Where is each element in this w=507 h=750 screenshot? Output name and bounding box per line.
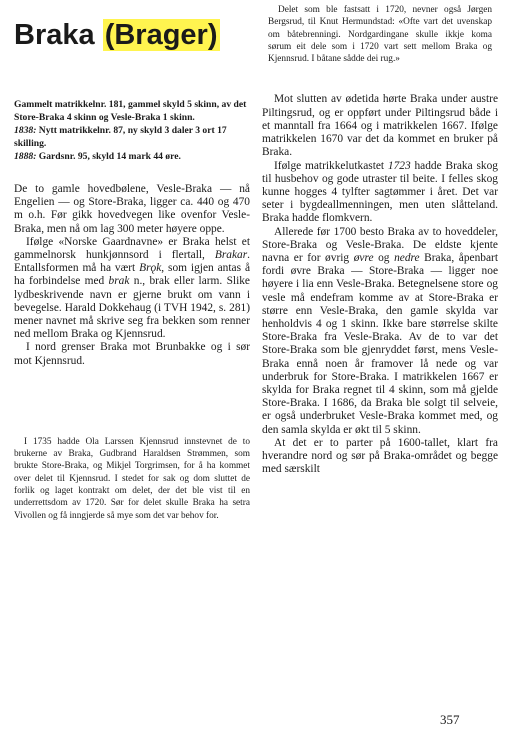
farm-name: Braka xyxy=(14,19,95,51)
footnote-left: I 1735 hadde Ola Larssen Kjennsrud innstevnet de to brukerne av Braka, Gudbrand Haraldsen Strømmen, som brukte Store-Braka, og Mikjel Torgrimsen, for å ha kommet over delet til Kjennsrud. I stedet for sak og dom sluttet de forlik og laget kontrakt om delet, der det ble vist til en underrettsdom av 1720. Sør for delet skulle Braka ha setra Vivollen og få inngjerde så mye som det var behov for. xyxy=(14,436,250,521)
page-title xyxy=(14,18,250,52)
matrikkel-1888: 1888: Gardsnr. 95, skyld 14 mark 44 øre. xyxy=(14,151,181,162)
alternate-name-highlighted: (Brager) xyxy=(104,19,218,51)
matrikkel-1838: 1838: Nytt matrikkelnr. 87, ny skyld 3 daler 3 ort 17 skilling. xyxy=(14,125,227,149)
quote-block-right: Delet som ble fastsatt i 1720, nevner også Jørgen Bergsrud, til Knut Hermundstad: «Ofte vart det uvenskap om båtebrenningi. Nordgardingane skulle ikkje koma sørum eit dele som i 1720 vart sett mellom Braka og Kjennsrud. I båtane sådde dei rug.» xyxy=(268,5,492,65)
year-1838: 1838: xyxy=(14,125,37,136)
paragraph: De to gamle hovedbølene, Vesle-Braka — nå Engelien — og Store-Braka, ligger ca. 440 og 470 m o.h. Før gikk hovedvegen like ovenfor Vesle-Braka, men nå om lag 300 meter høyere oppe. xyxy=(14,183,250,235)
page-number: 357 xyxy=(440,712,460,727)
right-body-text xyxy=(262,93,498,476)
paragraph: Ifølge matrikkelutkastet 1723 hadde Braka skog til husbehov og gode utraster til beite. I felles skog kunne hogges 4 tylfter sagtømmer i året. Det var seter i bygdeallmenningen, men uten slåtteland. Braka hadde flomkvern. xyxy=(262,159,498,225)
year-1888: 1888: xyxy=(14,151,37,162)
paragraph: At det er to parter på 1600-tallet, klart fra hverandre nord og sør på Braka-området og begge med særskilt xyxy=(262,436,498,476)
matrikkel-block xyxy=(14,98,250,163)
paragraph: Ifølge «Norske Gaardnavne» er Braka helst et gammelnorsk hunkjønnsord i flertall, Brakar. Entallsformen må ha vært Brǫk, som igjen antas å ha forbindelse med brak n., brak eller larm. Slike lydbeskrivende navn er gjerne brukt om vann i bevegelse. Harald Dokkehaug (i TVH 1942, s. 281) mener navnet må skrive seg fra bekken som renner ned mellom Braka og Kjennsrud. xyxy=(14,235,250,341)
matrikkel-old: Gammelt matrikkelnr. 181, gammel skyld 5 skinn, av det Store-Braka 4 skinn og Vesle-Braka 1 skinn. xyxy=(14,99,247,123)
right-column xyxy=(262,4,498,476)
paragraph: Mot slutten av ødetida hørte Braka under austre Piltingsrud, og er oppført under Piltingsrud både i et manntall fra 1664 og i matrikkelen 1667. Ifølge matrikkelen 1670 var det da kommet en bruker på Braka. xyxy=(262,93,498,159)
paragraph: I nord grenser Braka mot Brunbakke og i sør mot Kjennsrud. xyxy=(14,341,250,367)
left-column xyxy=(14,18,250,522)
paragraph: Allerede før 1700 besto Braka av to hoveddeler, Store-Braka og Vesle-Braka. De eldste kjente navna er for øvrig øvre og nedre Braka, åpenbart fordi øvre Braka — Store-Braka — ligger noe høyere i lia enn Vesle-Braka. Betegnelsene store og vesle må endefram komme av at Store-Braka er større enn Vesle-Braka, den gamle skylda var henholdvis 4 og 1 skinn. Ikke bare størrelse skilte Store-Braka fra Vesle-Braka. Av de to var det Store-Braka som ble gjenryddet først, mens Vesle-Braka ennå noen år framover lå nede og var underbruk for Store-Braka. I matrikkelen 1667 er skylda for Braka regnet til 4 skinn, som må gjelde Store-Braka. I 1686, da Braka ble solgt til selveie, er også underbruket Vesle-Braka kommet med, og den samla skylda er økt til 5 skinn. xyxy=(262,225,498,436)
left-body-text xyxy=(14,183,250,368)
